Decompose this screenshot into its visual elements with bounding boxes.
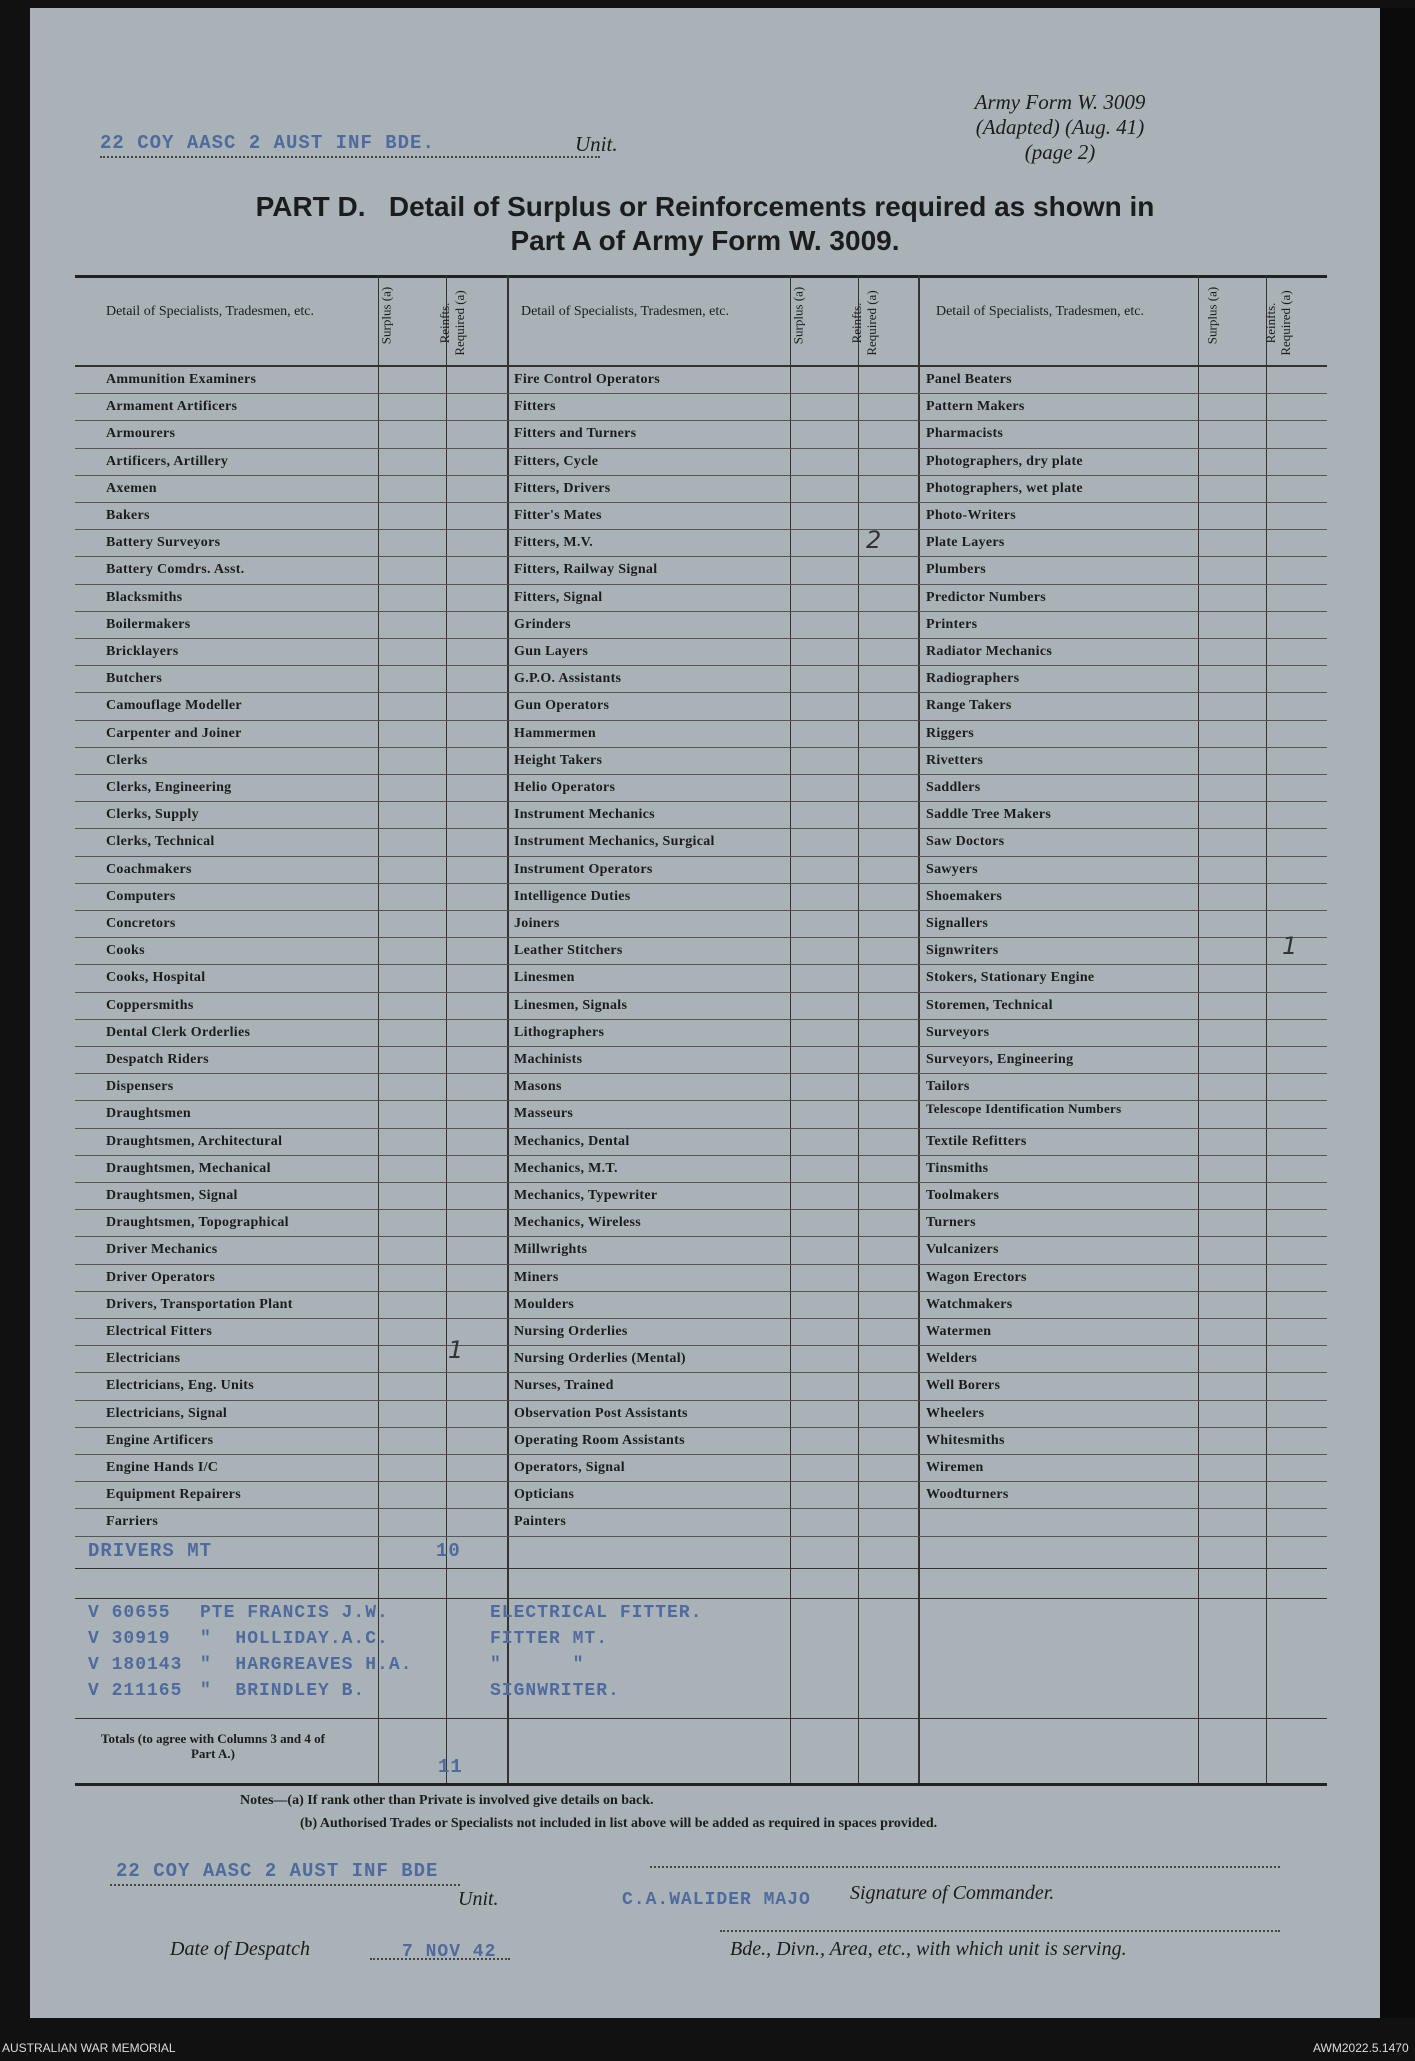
trade-name: Radiographers bbox=[926, 671, 1020, 687]
totals-value: 11 bbox=[438, 1756, 463, 1778]
archive-label: AUSTRALIAN WAR MEMORIAL bbox=[2, 2041, 176, 2055]
table-row-line bbox=[75, 1427, 1327, 1428]
trade-name: Battery Surveyors bbox=[106, 535, 221, 551]
trade-name: Signwriters bbox=[926, 943, 999, 959]
table-row-line bbox=[75, 1508, 1327, 1509]
table-row-line bbox=[75, 665, 1327, 666]
note-a: Notes—(a) If rank other than Private is involved give details on back. bbox=[240, 1793, 654, 1808]
trade-name: Driver Mechanics bbox=[106, 1242, 218, 1258]
table-row-line bbox=[75, 747, 1327, 748]
trade-name: Helio Operators bbox=[514, 780, 616, 795]
bde-label: Bde., Divn., Area, etc., with which unit is serving. bbox=[730, 1938, 1127, 1960]
personnel-trade: " " bbox=[490, 1655, 585, 1675]
trade-name: Despatch Riders bbox=[106, 1052, 209, 1067]
personnel-num: V 211165 bbox=[88, 1681, 183, 1701]
trade-name: Coachmakers bbox=[106, 861, 192, 877]
trade-name: Height Takers bbox=[514, 752, 603, 768]
trade-name: Watchmakers bbox=[926, 1296, 1013, 1312]
title-line2: Part A of Army Form W. 3009. bbox=[510, 225, 900, 256]
table-row-line bbox=[75, 393, 1327, 394]
trade-name: Moulders bbox=[514, 1296, 574, 1312]
col-header-reinfts-3: Reinfts. Required (a) bbox=[1263, 290, 1293, 356]
trade-name: Battery Comdrs. Asst. bbox=[106, 562, 245, 578]
trade-name: Fitters, Railway Signal bbox=[514, 562, 658, 578]
table-row-line bbox=[75, 1019, 1327, 1020]
trade-name: Electricians, Eng. Units bbox=[106, 1378, 254, 1394]
trade-name: Grinders bbox=[514, 616, 571, 632]
personnel-name: PTE FRANCIS J.W. bbox=[200, 1603, 389, 1623]
personnel-num: V 30919 bbox=[88, 1629, 171, 1649]
unit-dotline bbox=[100, 156, 600, 158]
table-row-line bbox=[75, 856, 1327, 857]
trade-name: Nursing Orderlies bbox=[514, 1324, 628, 1339]
form-reference bbox=[910, 90, 1210, 165]
table-row-line bbox=[75, 720, 1327, 721]
table-row-line bbox=[75, 1100, 1327, 1101]
trade-name: Toolmakers bbox=[926, 1188, 1000, 1203]
table-row-line bbox=[75, 1598, 1327, 1599]
trade-name: Mechanics, Typewriter bbox=[514, 1188, 658, 1203]
trade-name: Electrical Fitters bbox=[106, 1324, 213, 1339]
trade-name: Leather Stitchers bbox=[514, 943, 623, 959]
trade-name: Hammermen bbox=[514, 725, 597, 741]
trade-name: Stokers, Stationary Engine bbox=[926, 970, 1095, 986]
footer-unit-typed: 22 COY AASC 2 AUST INF BDE bbox=[116, 1860, 439, 1882]
table-row-line bbox=[75, 692, 1327, 693]
trade-name: Instrument Mechanics bbox=[514, 807, 655, 823]
trade-name: Electricians, Signal bbox=[106, 1405, 228, 1421]
trade-name: G.P.O. Assistants bbox=[514, 671, 622, 687]
table-row-line bbox=[75, 638, 1327, 639]
table-top-border bbox=[75, 275, 1327, 278]
trade-name: Electricians bbox=[106, 1351, 181, 1367]
col-header-detail-1: Detail of Specialists, Tradesmen, etc. bbox=[105, 304, 315, 319]
table-row-line bbox=[75, 1155, 1327, 1156]
trade-name: Fitters, Signal bbox=[514, 589, 603, 605]
trade-name: Saddle Tree Makers bbox=[926, 807, 1052, 823]
trade-name: Pattern Makers bbox=[926, 399, 1025, 415]
trade-name: Instrument Operators bbox=[514, 861, 653, 877]
table-row-line bbox=[75, 1236, 1327, 1237]
trade-name: Woodturners bbox=[926, 1487, 1009, 1503]
trade-name: Boilermakers bbox=[106, 616, 191, 632]
trade-name: Operating Room Assistants bbox=[514, 1432, 685, 1448]
signature-label: Signature of Commander. bbox=[850, 1882, 1055, 1904]
col-header-detail-3: Detail of Specialists, Tradesmen, etc. bbox=[935, 304, 1145, 319]
personnel-name: " HOLLIDAY.A.C. bbox=[200, 1629, 389, 1649]
trade-name: Photographers, dry plate bbox=[926, 453, 1083, 469]
table-row-line bbox=[75, 1454, 1327, 1455]
trade-name: Gun Operators bbox=[514, 698, 610, 714]
trade-name: Fitters, Cycle bbox=[514, 453, 599, 469]
table-row-line bbox=[75, 964, 1327, 965]
trade-name: Computers bbox=[106, 888, 176, 904]
table-row-line bbox=[75, 1291, 1327, 1292]
trade-name: Fire Control Operators bbox=[514, 372, 661, 387]
trade-name: Whitesmiths bbox=[926, 1432, 1005, 1448]
totals-label: Totals (to agree with Columns 3 and 4 of Part A.) bbox=[101, 1731, 325, 1761]
trade-name: Linesmen bbox=[514, 970, 575, 986]
trade-name: Panel Beaters bbox=[926, 372, 1012, 387]
table-row-line bbox=[75, 502, 1327, 503]
handwritten-electricians: 1 bbox=[448, 1336, 464, 1364]
trade-name: Tailors bbox=[926, 1079, 970, 1095]
trade-name: Clerks, Supply bbox=[106, 807, 199, 823]
trade-name: Intelligence Duties bbox=[514, 888, 631, 904]
unit-typed: 22 COY AASC 2 AUST INF BDE. bbox=[100, 132, 435, 154]
trade-name: Mechanics, Wireless bbox=[514, 1215, 642, 1231]
table-row-line bbox=[75, 584, 1327, 585]
trade-name: Surveyors, Engineering bbox=[926, 1052, 1074, 1067]
table-row-line bbox=[75, 992, 1327, 993]
footer-unit-dotline bbox=[110, 1884, 460, 1886]
trade-name: Butchers bbox=[106, 671, 163, 687]
trade-name: Saw Doctors bbox=[926, 834, 1005, 850]
trade-name: Wiremen bbox=[926, 1460, 984, 1475]
table-row-line bbox=[75, 1345, 1327, 1346]
trade-name: Wagon Erectors bbox=[926, 1269, 1027, 1285]
trade-name: Coppersmiths bbox=[106, 997, 194, 1013]
trade-name: Masons bbox=[514, 1079, 562, 1095]
title-line1: PART D. Detail of Surplus or Reinforcements required as shown in bbox=[255, 191, 1155, 222]
form-ref-line: Army Form W. 3009 bbox=[974, 90, 1146, 114]
typed-drivers: DRIVERS MT bbox=[88, 1540, 213, 1562]
trade-name: Artificers, Artillery bbox=[106, 453, 229, 469]
table-row-line bbox=[75, 1481, 1327, 1482]
table-row-line bbox=[75, 611, 1327, 612]
trade-name: Mechanics, Dental bbox=[514, 1133, 630, 1149]
trade-name: Tinsmiths bbox=[926, 1160, 989, 1176]
trade-name: Saddlers bbox=[926, 780, 981, 795]
trade-name: Carpenter and Joiner bbox=[106, 725, 242, 741]
table-row-line bbox=[75, 529, 1327, 530]
table-row-line bbox=[75, 1046, 1327, 1047]
trade-name: Welders bbox=[926, 1351, 978, 1367]
page-title bbox=[30, 190, 1380, 258]
trade-name: Fitters and Turners bbox=[514, 426, 637, 442]
trade-name: Armourers bbox=[106, 426, 176, 442]
table-row-line bbox=[75, 774, 1327, 775]
trade-name: Dispensers bbox=[106, 1079, 174, 1095]
table-row-line bbox=[75, 1264, 1327, 1265]
table-row-line bbox=[75, 1182, 1327, 1183]
trade-name: Engine Hands I/C bbox=[106, 1460, 219, 1475]
trade-name: Pharmacists bbox=[926, 426, 1004, 442]
trade-name: Cooks, Hospital bbox=[106, 970, 206, 986]
table-row-line bbox=[75, 801, 1327, 802]
unit-label: Unit. bbox=[575, 132, 618, 156]
trade-name: Dental Clerk Orderlies bbox=[106, 1024, 251, 1040]
table-row-line bbox=[75, 475, 1327, 476]
trade-name: Storemen, Technical bbox=[926, 997, 1053, 1013]
scan-edge bbox=[1380, 8, 1415, 2018]
trade-name: Painters bbox=[514, 1514, 567, 1530]
col-header-surplus-1: Surplus (a) bbox=[378, 286, 394, 345]
trade-name: Concretors bbox=[106, 916, 176, 931]
trade-name: Rivetters bbox=[926, 752, 984, 768]
trade-name: Equipment Repairers bbox=[106, 1487, 241, 1503]
trade-name: Wheelers bbox=[926, 1405, 985, 1421]
table-row-line bbox=[75, 1372, 1327, 1373]
table-row-line bbox=[75, 1128, 1327, 1129]
trade-name: Opticians bbox=[514, 1487, 575, 1503]
trade-name: Draughtsmen, Signal bbox=[106, 1188, 238, 1203]
handwritten-signwriters: 1 bbox=[1282, 932, 1298, 960]
personnel-num: V 60655 bbox=[88, 1603, 171, 1623]
table-row-line bbox=[75, 1073, 1327, 1074]
trade-name: Turners bbox=[926, 1215, 976, 1231]
trade-name: Drivers, Transportation Plant bbox=[106, 1296, 293, 1312]
trade-name: Riggers bbox=[926, 725, 974, 741]
footer-unit-label: Unit. bbox=[458, 1888, 499, 1910]
table-row-line bbox=[75, 420, 1327, 421]
trade-name: Fitters, Drivers bbox=[514, 480, 611, 496]
despatch-date: 7 NOV 42 bbox=[402, 1942, 497, 1962]
form-ref-line: (Adapted) (Aug. 41) bbox=[975, 115, 1145, 139]
trade-name: Ammunition Examiners bbox=[106, 372, 257, 387]
table-row-line bbox=[75, 1718, 1327, 1719]
trade-name: Engine Artificers bbox=[106, 1432, 214, 1448]
trade-name: Blacksmiths bbox=[106, 589, 183, 605]
trade-name: Camouflage Modeller bbox=[106, 698, 242, 714]
trade-name: Mechanics, M.T. bbox=[514, 1160, 618, 1176]
trade-name: Driver Operators bbox=[106, 1269, 216, 1285]
trade-name: Fitters bbox=[514, 399, 556, 415]
table-header-border bbox=[75, 365, 1327, 367]
table-row-line bbox=[75, 883, 1327, 884]
table-row-line bbox=[75, 910, 1327, 911]
trade-name: Clerks, Engineering bbox=[106, 780, 232, 795]
trade-name: Draughtsmen, Mechanical bbox=[106, 1160, 271, 1176]
trade-name: Nurses, Trained bbox=[514, 1378, 614, 1394]
trade-name: Miners bbox=[514, 1269, 559, 1285]
col-header-surplus-3: Surplus (a) bbox=[1204, 286, 1220, 345]
trade-name: Operators, Signal bbox=[514, 1460, 625, 1475]
trade-name: Millwrights bbox=[514, 1242, 588, 1258]
trade-name: Range Takers bbox=[926, 698, 1012, 714]
personnel-trade: FITTER MT. bbox=[490, 1629, 609, 1649]
trade-name: Radiator Mechanics bbox=[926, 644, 1053, 659]
handwritten-fitters-mv: 2 bbox=[866, 526, 882, 554]
trade-name: Axemen bbox=[106, 480, 157, 496]
trade-name: Draughtsmen, Architectural bbox=[106, 1133, 283, 1149]
trade-name: Textile Refitters bbox=[926, 1133, 1027, 1149]
table-bottom-border bbox=[75, 1783, 1327, 1786]
trade-name: Plate Layers bbox=[926, 535, 1005, 551]
trade-name: Sawyers bbox=[926, 861, 978, 877]
trade-name: Linesmen, Signals bbox=[514, 997, 628, 1013]
trade-name: Surveyors bbox=[926, 1024, 990, 1040]
table-row-line bbox=[75, 448, 1327, 449]
trade-name: Fitters, M.V. bbox=[514, 535, 594, 551]
bde-dotline bbox=[720, 1930, 1280, 1932]
trade-name: Well Borers bbox=[926, 1378, 1001, 1394]
personnel-name: " HARGREAVES H.A. bbox=[200, 1655, 413, 1675]
typed-drivers-count: 10 bbox=[436, 1540, 461, 1562]
table-row-line bbox=[75, 1400, 1327, 1401]
trade-name: Plumbers bbox=[926, 562, 986, 578]
personnel-trade: SIGNWRITER. bbox=[490, 1681, 620, 1701]
trade-name: Bricklayers bbox=[106, 644, 179, 659]
trade-name: Draughtsmen bbox=[106, 1106, 191, 1122]
table-row-line bbox=[75, 828, 1327, 829]
table-row-line bbox=[75, 556, 1327, 557]
trade-name: Signallers bbox=[926, 916, 989, 931]
col-header-surplus-2: Surplus (a) bbox=[790, 286, 806, 345]
trade-name: Lithographers bbox=[514, 1024, 605, 1040]
personnel-num: V 180143 bbox=[88, 1655, 183, 1675]
trade-name: Machinists bbox=[514, 1052, 583, 1067]
archive-id: AWM2022.5.1470 bbox=[1313, 2041, 1409, 2055]
form-ref-line: (page 2) bbox=[1024, 140, 1096, 164]
despatch-label: Date of Despatch bbox=[170, 1938, 310, 1960]
trade-name: Instrument Mechanics, Surgical bbox=[514, 834, 715, 850]
col-header-detail-2: Detail of Specialists, Tradesmen, etc. bbox=[520, 304, 730, 319]
trade-name: Gun Layers bbox=[514, 644, 589, 659]
trade-name: Photographers, wet plate bbox=[926, 480, 1083, 496]
trade-name: Masseurs bbox=[514, 1106, 574, 1122]
trade-name: Draughtsmen, Topographical bbox=[106, 1215, 289, 1231]
trade-name: Clerks bbox=[106, 752, 148, 768]
form-page bbox=[30, 8, 1380, 2018]
table-row-line bbox=[75, 1568, 1327, 1569]
table-row-line bbox=[75, 1209, 1327, 1210]
col-header-reinfts-1: Reinfts. Required (a) bbox=[437, 290, 467, 356]
col-header-reinfts-2: Reinfts. Required (a) bbox=[849, 290, 879, 356]
personnel-trade: ELECTRICAL FITTER. bbox=[490, 1603, 703, 1623]
signature-typed: C.A.WALIDER MAJO bbox=[622, 1890, 811, 1910]
note-b: (b) Authorised Trades or Specialists not included in list above will be added as required in spaces provided. bbox=[300, 1816, 938, 1831]
personnel-name: " BRINDLEY B. bbox=[200, 1681, 366, 1701]
trade-name: Printers bbox=[926, 616, 978, 632]
signature-dotline bbox=[650, 1866, 1280, 1868]
trade-name: Cooks bbox=[106, 943, 145, 959]
trade-name: Armament Artificers bbox=[106, 399, 238, 415]
trade-name: Watermen bbox=[926, 1324, 992, 1339]
trade-name: Observation Post Assistants bbox=[514, 1405, 688, 1421]
table-row-line bbox=[75, 1318, 1327, 1319]
trade-name: Telescope Identification Numbers bbox=[926, 1101, 1122, 1117]
table-row-line bbox=[75, 937, 1327, 938]
table-row-line bbox=[75, 1536, 1327, 1537]
trade-name: Fitter's Mates bbox=[514, 508, 602, 523]
trade-name: Shoemakers bbox=[926, 888, 1003, 904]
trade-name: Nursing Orderlies (Mental) bbox=[514, 1351, 686, 1367]
trade-name: Bakers bbox=[106, 508, 150, 523]
trade-name: Clerks, Technical bbox=[106, 834, 215, 850]
trade-name: Vulcanizers bbox=[926, 1242, 999, 1258]
trade-name: Photo-Writers bbox=[926, 508, 1016, 523]
trade-name: Farriers bbox=[106, 1514, 159, 1530]
trade-name: Predictor Numbers bbox=[926, 589, 1047, 605]
trade-name: Joiners bbox=[514, 916, 560, 931]
